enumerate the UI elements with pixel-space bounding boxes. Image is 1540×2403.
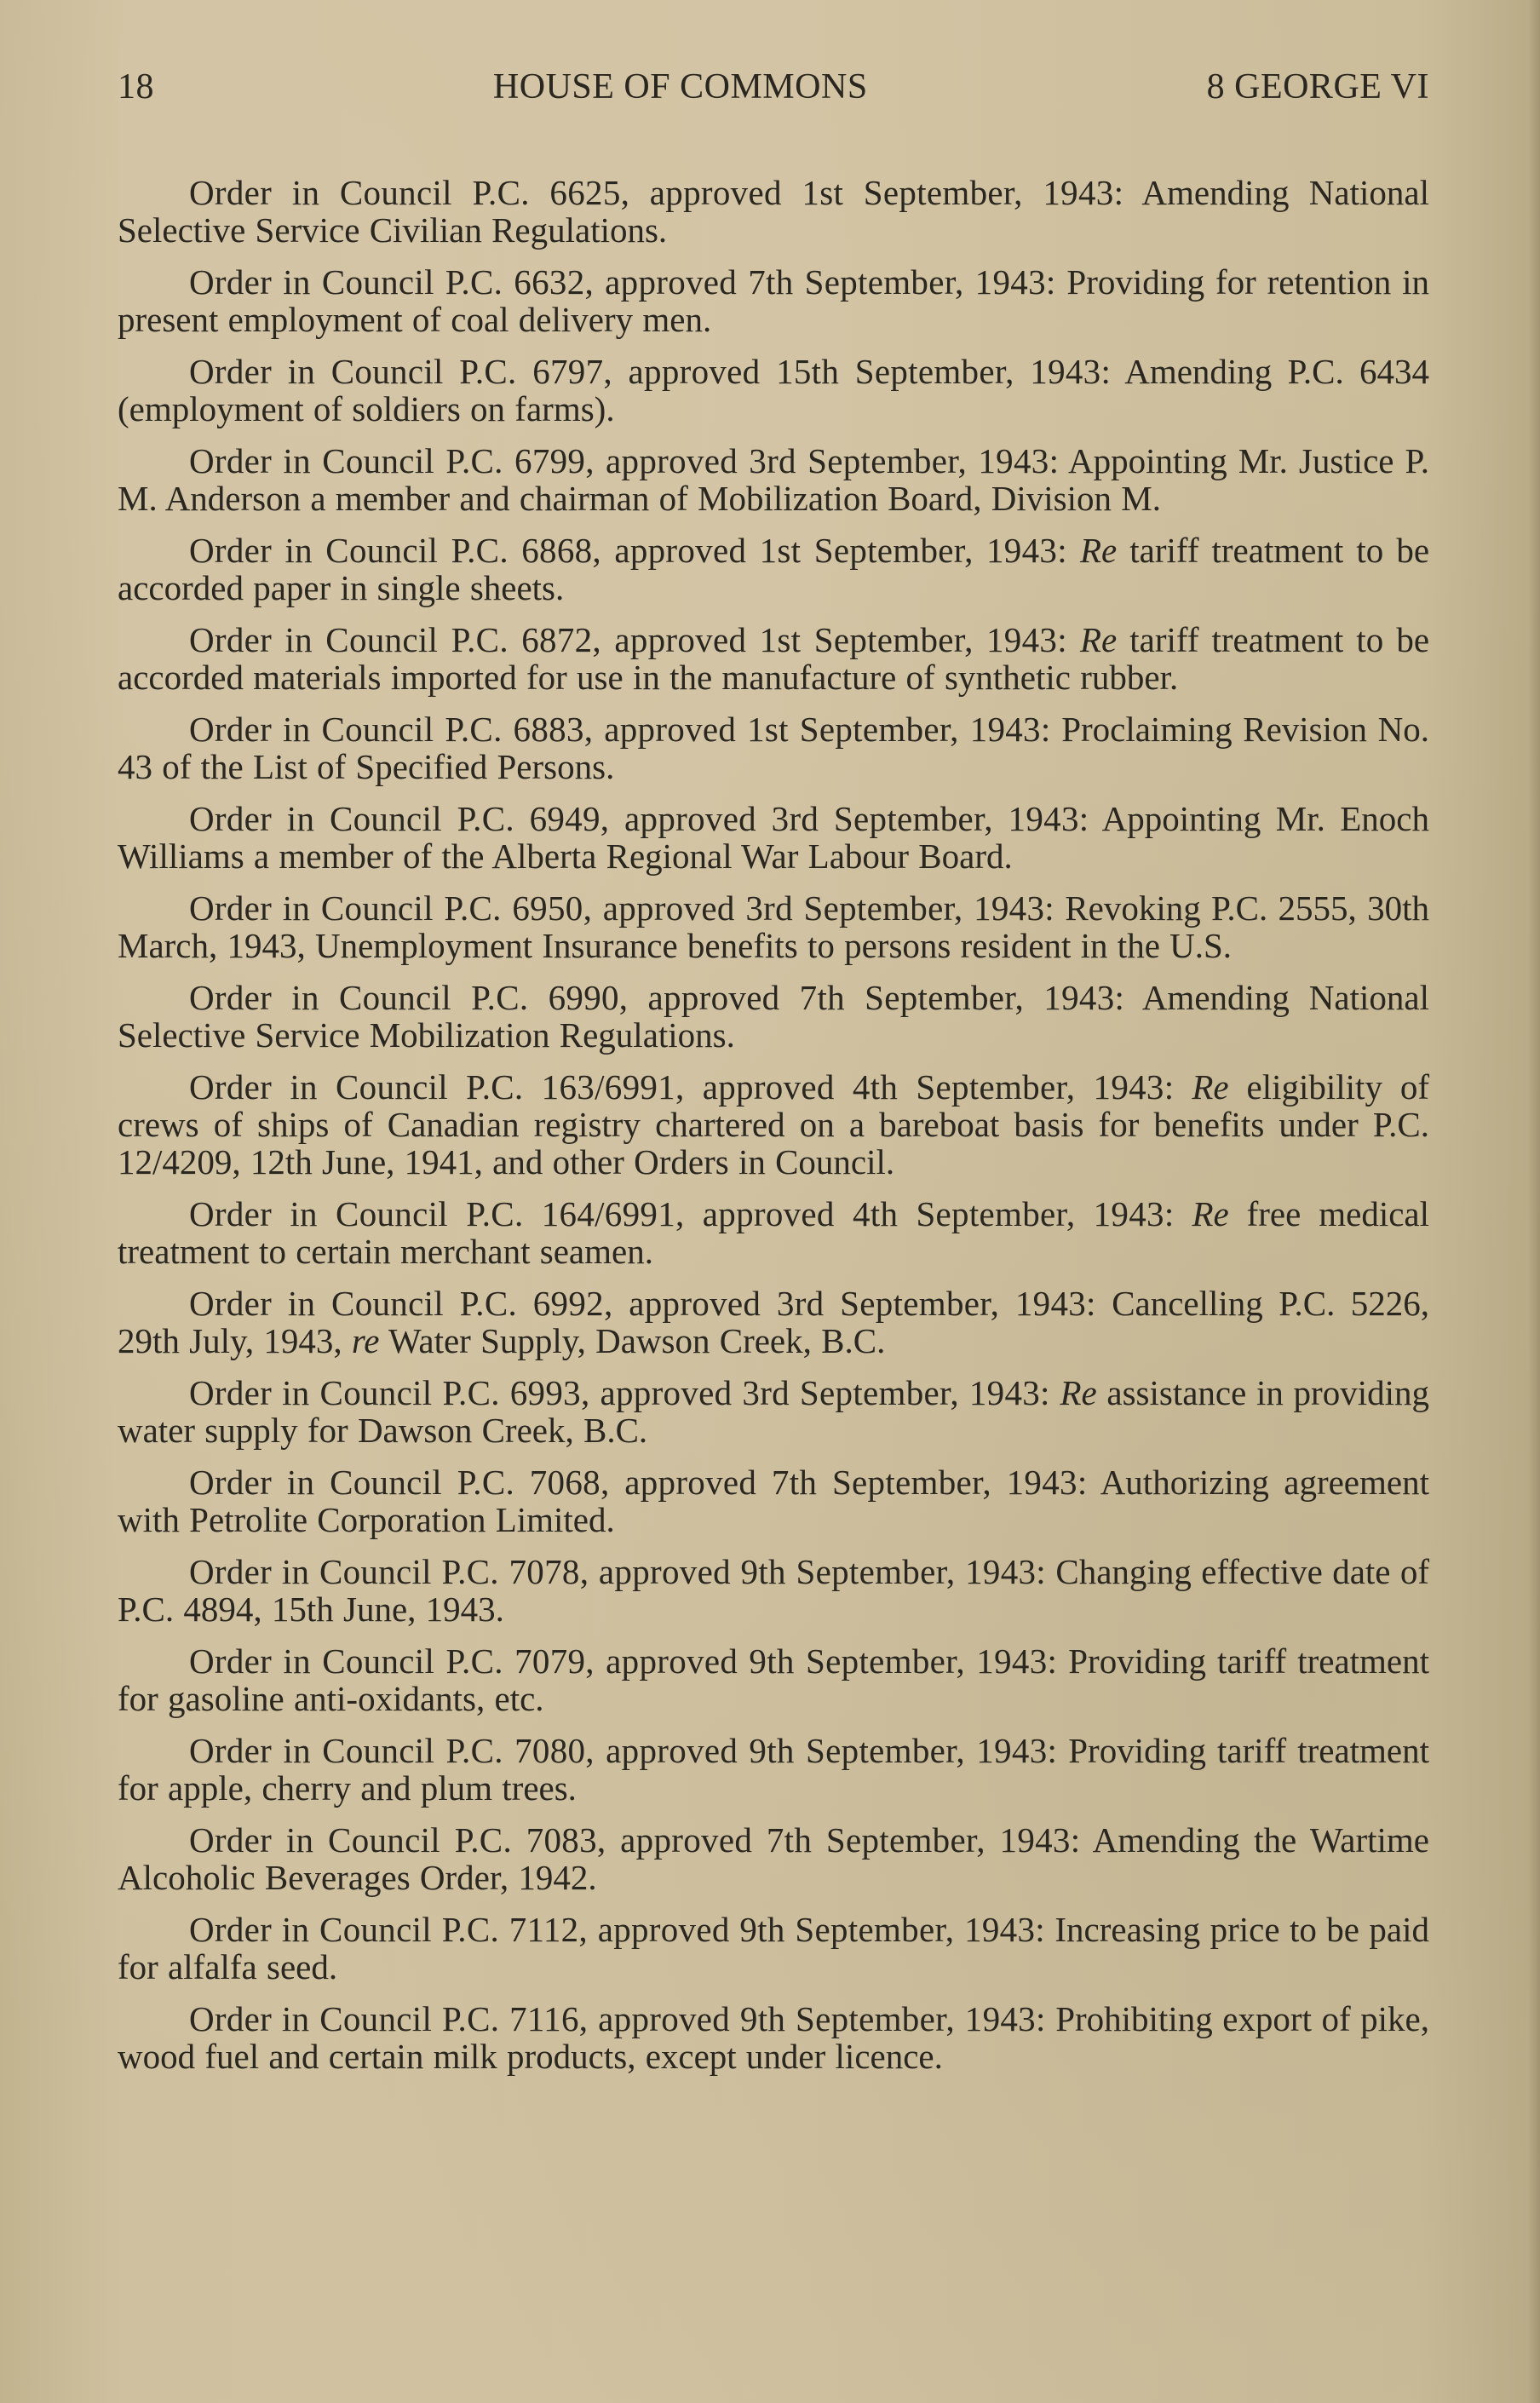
order-entry	[118, 1911, 1429, 1986]
order-entry	[118, 1195, 1429, 1270]
order-entry-subject: Changing effective date of P.C. 4894, 15th June, 1943.	[118, 1552, 1430, 1629]
order-entry-lead: Order in Council P.C. 6625, approved 1st September, 1943:	[189, 173, 1124, 212]
order-entry-lead: Order in Council P.C. 7079, approved 9th September, 1943:	[189, 1641, 1058, 1681]
order-entry	[118, 442, 1429, 517]
order-entry-subject: Authorizing agreement with Petrolite Corporation Limited.	[118, 1463, 1429, 1539]
order-entry-lead: Order in Council P.C. 163/6991, approved 4th September, 1943:	[189, 1067, 1175, 1107]
order-entry	[118, 1821, 1429, 1896]
order-entry-subject: Proclaiming Revision No. 43 of the List of Specified Persons.	[118, 710, 1430, 786]
order-entry	[118, 1068, 1429, 1181]
order-entry	[118, 1374, 1429, 1449]
order-entry	[118, 710, 1429, 785]
order-entry-lead: Order in Council P.C. 6990, approved 7th September, 1943:	[189, 978, 1125, 1017]
order-entry-subject: Revoking P.C. 2555, 30th March, 1943, Unemployment Insurance benefits to persons resident in the U.S.	[118, 888, 1430, 965]
order-entry-subject: Re eligibility of crews of ships of Canadian registry chartered on a bareboat basis for benefits under P.C. 12/4209, 12th June, 1941, and other Orders in Council.	[118, 1067, 1430, 1181]
order-entry-lead: Order in Council P.C. 6883, approved 1st September, 1943:	[189, 710, 1051, 749]
header-title: HOUSE OF COMMONS	[492, 67, 868, 106]
order-entry	[118, 263, 1429, 338]
order-entry	[118, 1285, 1429, 1360]
order-entry-subject: Amending the Wartime Alcoholic Beverages Order, 1942.	[118, 1820, 1430, 1897]
order-entry-lead: Order in Council P.C. 6797, approved 15th September, 1943:	[189, 352, 1112, 391]
order-in-council-list	[118, 174, 1429, 2075]
running-header	[118, 66, 1429, 121]
order-entry-lead: Order in Council P.C. 7083, approved 7th September, 1943:	[189, 1820, 1081, 1860]
order-entry-subject: Amending National Selective Service Civilian Regulations.	[118, 173, 1429, 250]
order-entry-subject: Appointing Mr. Justice P. M. Anderson a member and chairman of Mobilization Board, Division M.	[118, 441, 1429, 518]
order-entry-lead: Order in Council P.C. 7080, approved 9th September, 1943:	[189, 1731, 1058, 1770]
order-entry-lead: Order in Council P.C. 6992, approved 3rd September, 1943:	[189, 1284, 1096, 1323]
header-reign: 8 GEORGE VI	[1206, 67, 1429, 106]
order-entry-lead: Order in Council P.C. 7068, approved 7th September, 1943:	[189, 1463, 1088, 1502]
order-entry-subject: Re assistance in providing water supply for Dawson Creek, B.C.	[118, 1373, 1429, 1450]
order-entry	[118, 621, 1429, 696]
order-entry-subject: Providing for retention in present employment of coal delivery men.	[118, 262, 1430, 339]
order-entry-lead: Order in Council P.C. 7112, approved 9th September, 1943:	[189, 1910, 1045, 1949]
page-number: 18	[118, 67, 154, 106]
order-entry-lead: Order in Council P.C. 6993, approved 3rd September, 1943:	[189, 1373, 1050, 1412]
order-entry	[118, 1463, 1429, 1538]
order-entry-subject: Prohibiting export of pike, wood fuel and certain milk products, except under licence.	[118, 1999, 1429, 2076]
order-entry-subject: Amending National Selective Service Mobilization Regulations.	[118, 978, 1429, 1055]
order-entry	[118, 979, 1429, 1054]
order-entry-subject: Providing tariff treatment for apple, cherry and plum trees.	[118, 1731, 1430, 1808]
order-entry-lead: Order in Council P.C. 7116, approved 9th September, 1943:	[189, 1999, 1046, 2038]
order-entry-lead: Order in Council P.C. 164/6991, approved 4th September, 1943:	[189, 1194, 1175, 1233]
order-entry-subject: Re tariff treatment to be accorded materials imported for use in the manufacture of synthetic rubber.	[118, 620, 1430, 697]
order-entry-subject: Providing tariff treatment for gasoline anti-oxidants, etc.	[118, 1641, 1430, 1718]
order-entry-lead: Order in Council P.C. 6949, approved 3rd September, 1943:	[189, 799, 1089, 838]
order-entry-subject: Increasing price to be paid for alfalfa seed.	[118, 1910, 1429, 1986]
order-entry-lead: Order in Council P.C. 6632, approved 7th September, 1943:	[189, 262, 1056, 302]
order-entry-lead: Order in Council P.C. 6868, approved 1st September, 1943:	[189, 531, 1067, 570]
order-entry-subject: Re free medical treatment to certain merchant seamen.	[118, 1194, 1429, 1271]
order-entry-subject: Appointing Mr. Enoch Williams a member of the Alberta Regional War Labour Board.	[118, 799, 1429, 876]
order-entry	[118, 1642, 1429, 1717]
order-entry-subject: Re tariff treatment to be accorded paper in single sheets.	[118, 531, 1430, 607]
order-entry-lead: Order in Council P.C. 6799, approved 3rd September, 1943:	[189, 441, 1060, 480]
order-entry	[118, 353, 1429, 428]
order-entry	[118, 2000, 1429, 2075]
order-entry	[118, 532, 1429, 606]
order-entry-lead: Order in Council P.C. 6872, approved 1st September, 1943:	[189, 620, 1067, 659]
order-entry	[118, 1553, 1429, 1628]
order-entry-subject: Cancelling P.C. 5226, 29th July, 1943, re Water Supply, Dawson Creek, B.C.	[118, 1284, 1430, 1360]
order-entry	[118, 174, 1429, 249]
order-entry	[118, 1732, 1429, 1807]
order-entry-subject: Amending P.C. 6434 (employment of soldiers on farms).	[118, 352, 1429, 428]
order-entry-lead: Order in Council P.C. 7078, approved 9th September, 1943:	[189, 1552, 1047, 1591]
order-entry-lead: Order in Council P.C. 6950, approved 3rd September, 1943:	[189, 888, 1054, 928]
order-entry	[118, 800, 1429, 875]
order-entry	[118, 889, 1429, 964]
